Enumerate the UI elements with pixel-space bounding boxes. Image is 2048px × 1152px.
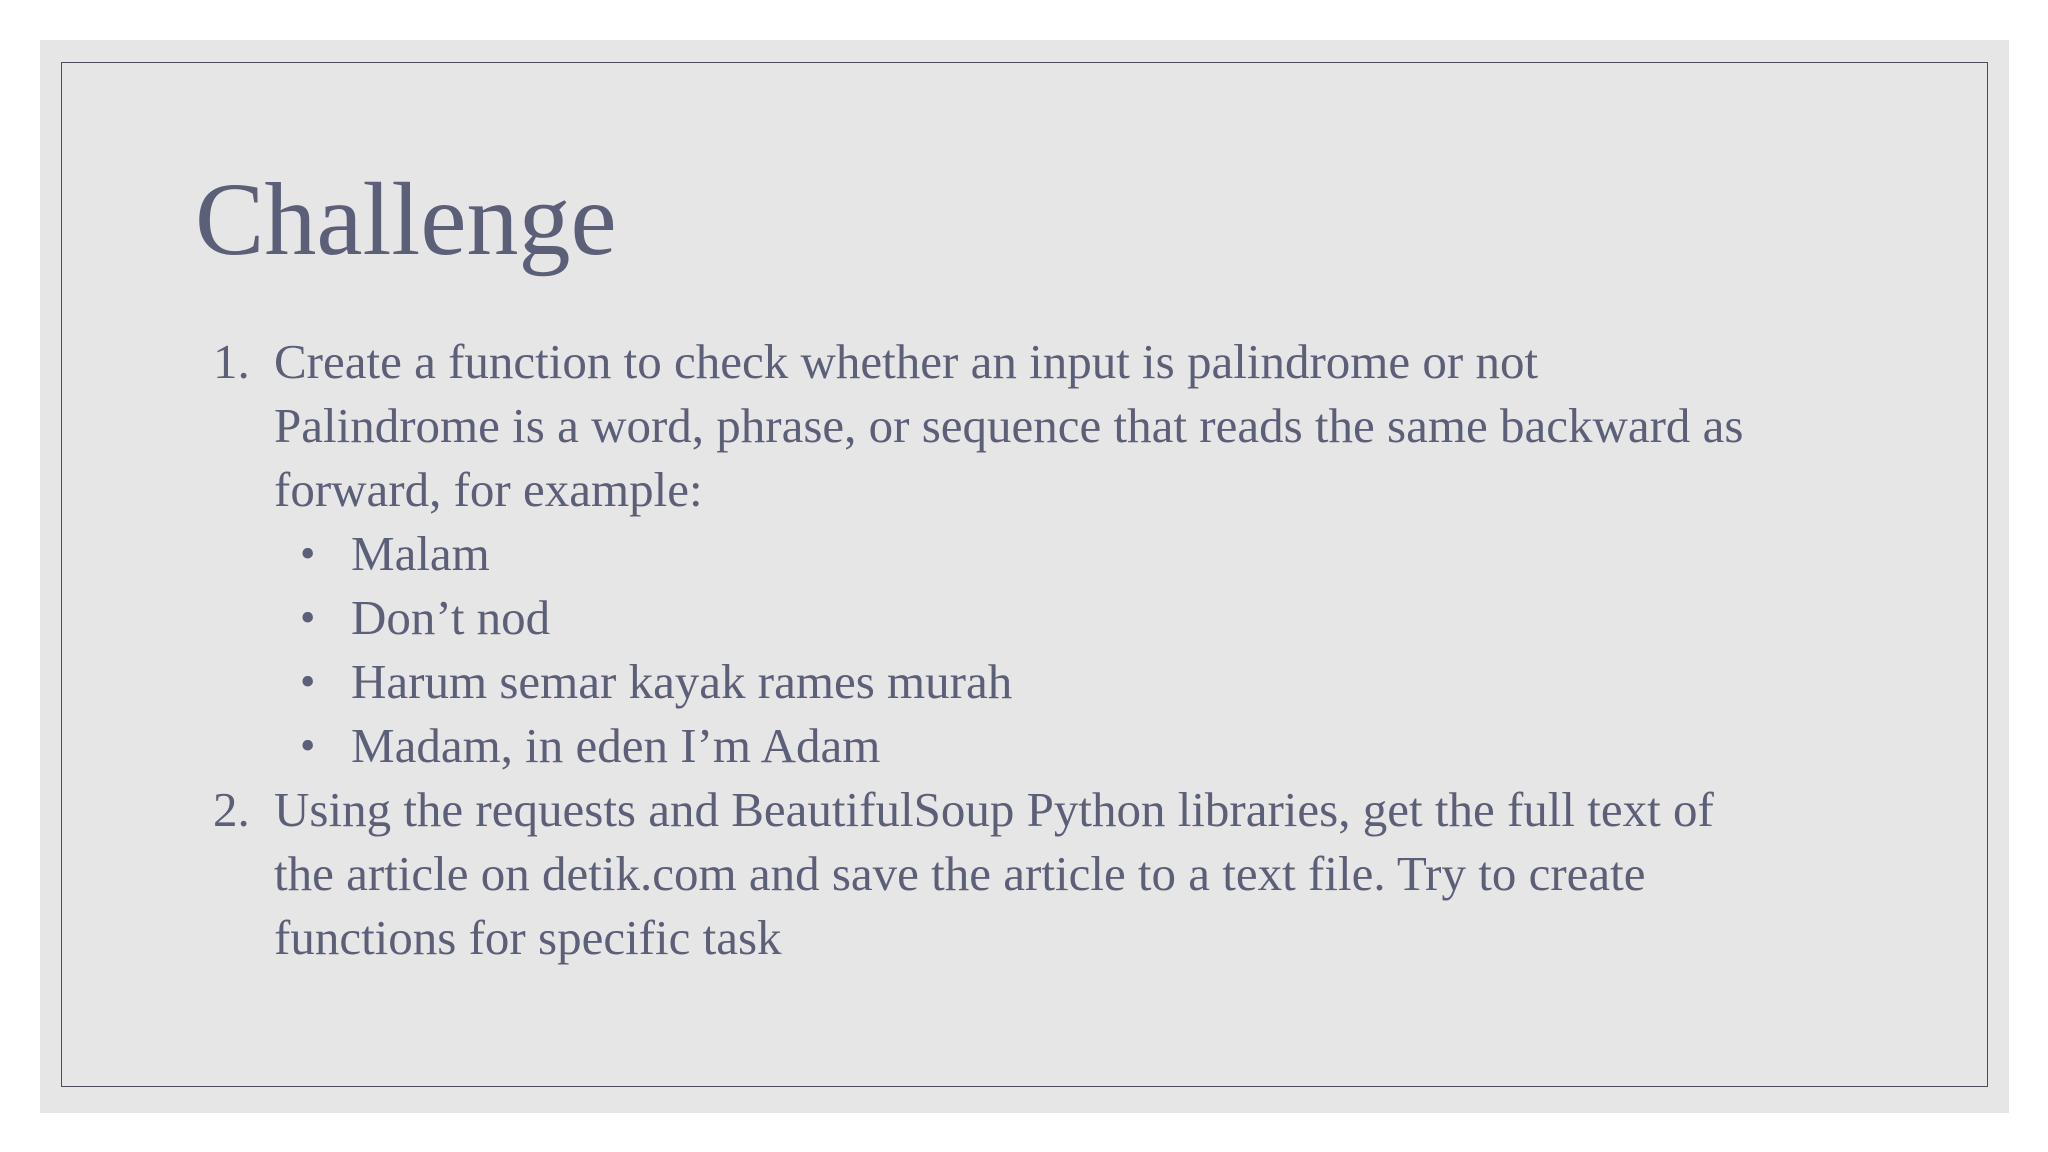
slide-content: [213, 330, 1893, 970]
bullet-text: Malam: [351, 526, 490, 581]
item-text-line: Using the requests and BeautifulSoup Python libraries, get the full text of: [274, 782, 1714, 837]
bullet-text: Harum semar kayak rames murah: [351, 654, 1013, 709]
item-number: 1.: [213, 334, 250, 389]
bullet-text: Don’t nod: [351, 590, 551, 645]
numbered-item-2: [213, 778, 1893, 970]
bullet-item: [274, 522, 1893, 586]
bullet-dot-icon: •: [300, 721, 316, 770]
bullet-item: [274, 714, 1893, 778]
bullet-dot-icon: •: [300, 529, 316, 578]
item-text-line: functions for specific task: [274, 910, 782, 965]
item-number: 2.: [213, 782, 250, 837]
bullet-dot-icon: •: [300, 593, 316, 642]
bullet-item: [274, 650, 1893, 714]
item-text-line: forward, for example:: [274, 462, 703, 517]
example-bullet-list: [274, 522, 1893, 778]
bullet-dot-icon: •: [300, 657, 316, 706]
item-text-line: Palindrome is a word, phrase, or sequence that reads the same backward as: [274, 398, 1744, 453]
bullet-item: [274, 586, 1893, 650]
item-text-line: the article on detik.com and save the article to a text file. Try to create: [274, 846, 1646, 901]
slide-title: Challenge: [195, 162, 617, 277]
item-text-line: Create a function to check whether an input is palindrome or not: [274, 334, 1539, 389]
bullet-text: Madam, in eden I’m Adam: [351, 718, 881, 773]
numbered-item-1: [213, 330, 1893, 778]
